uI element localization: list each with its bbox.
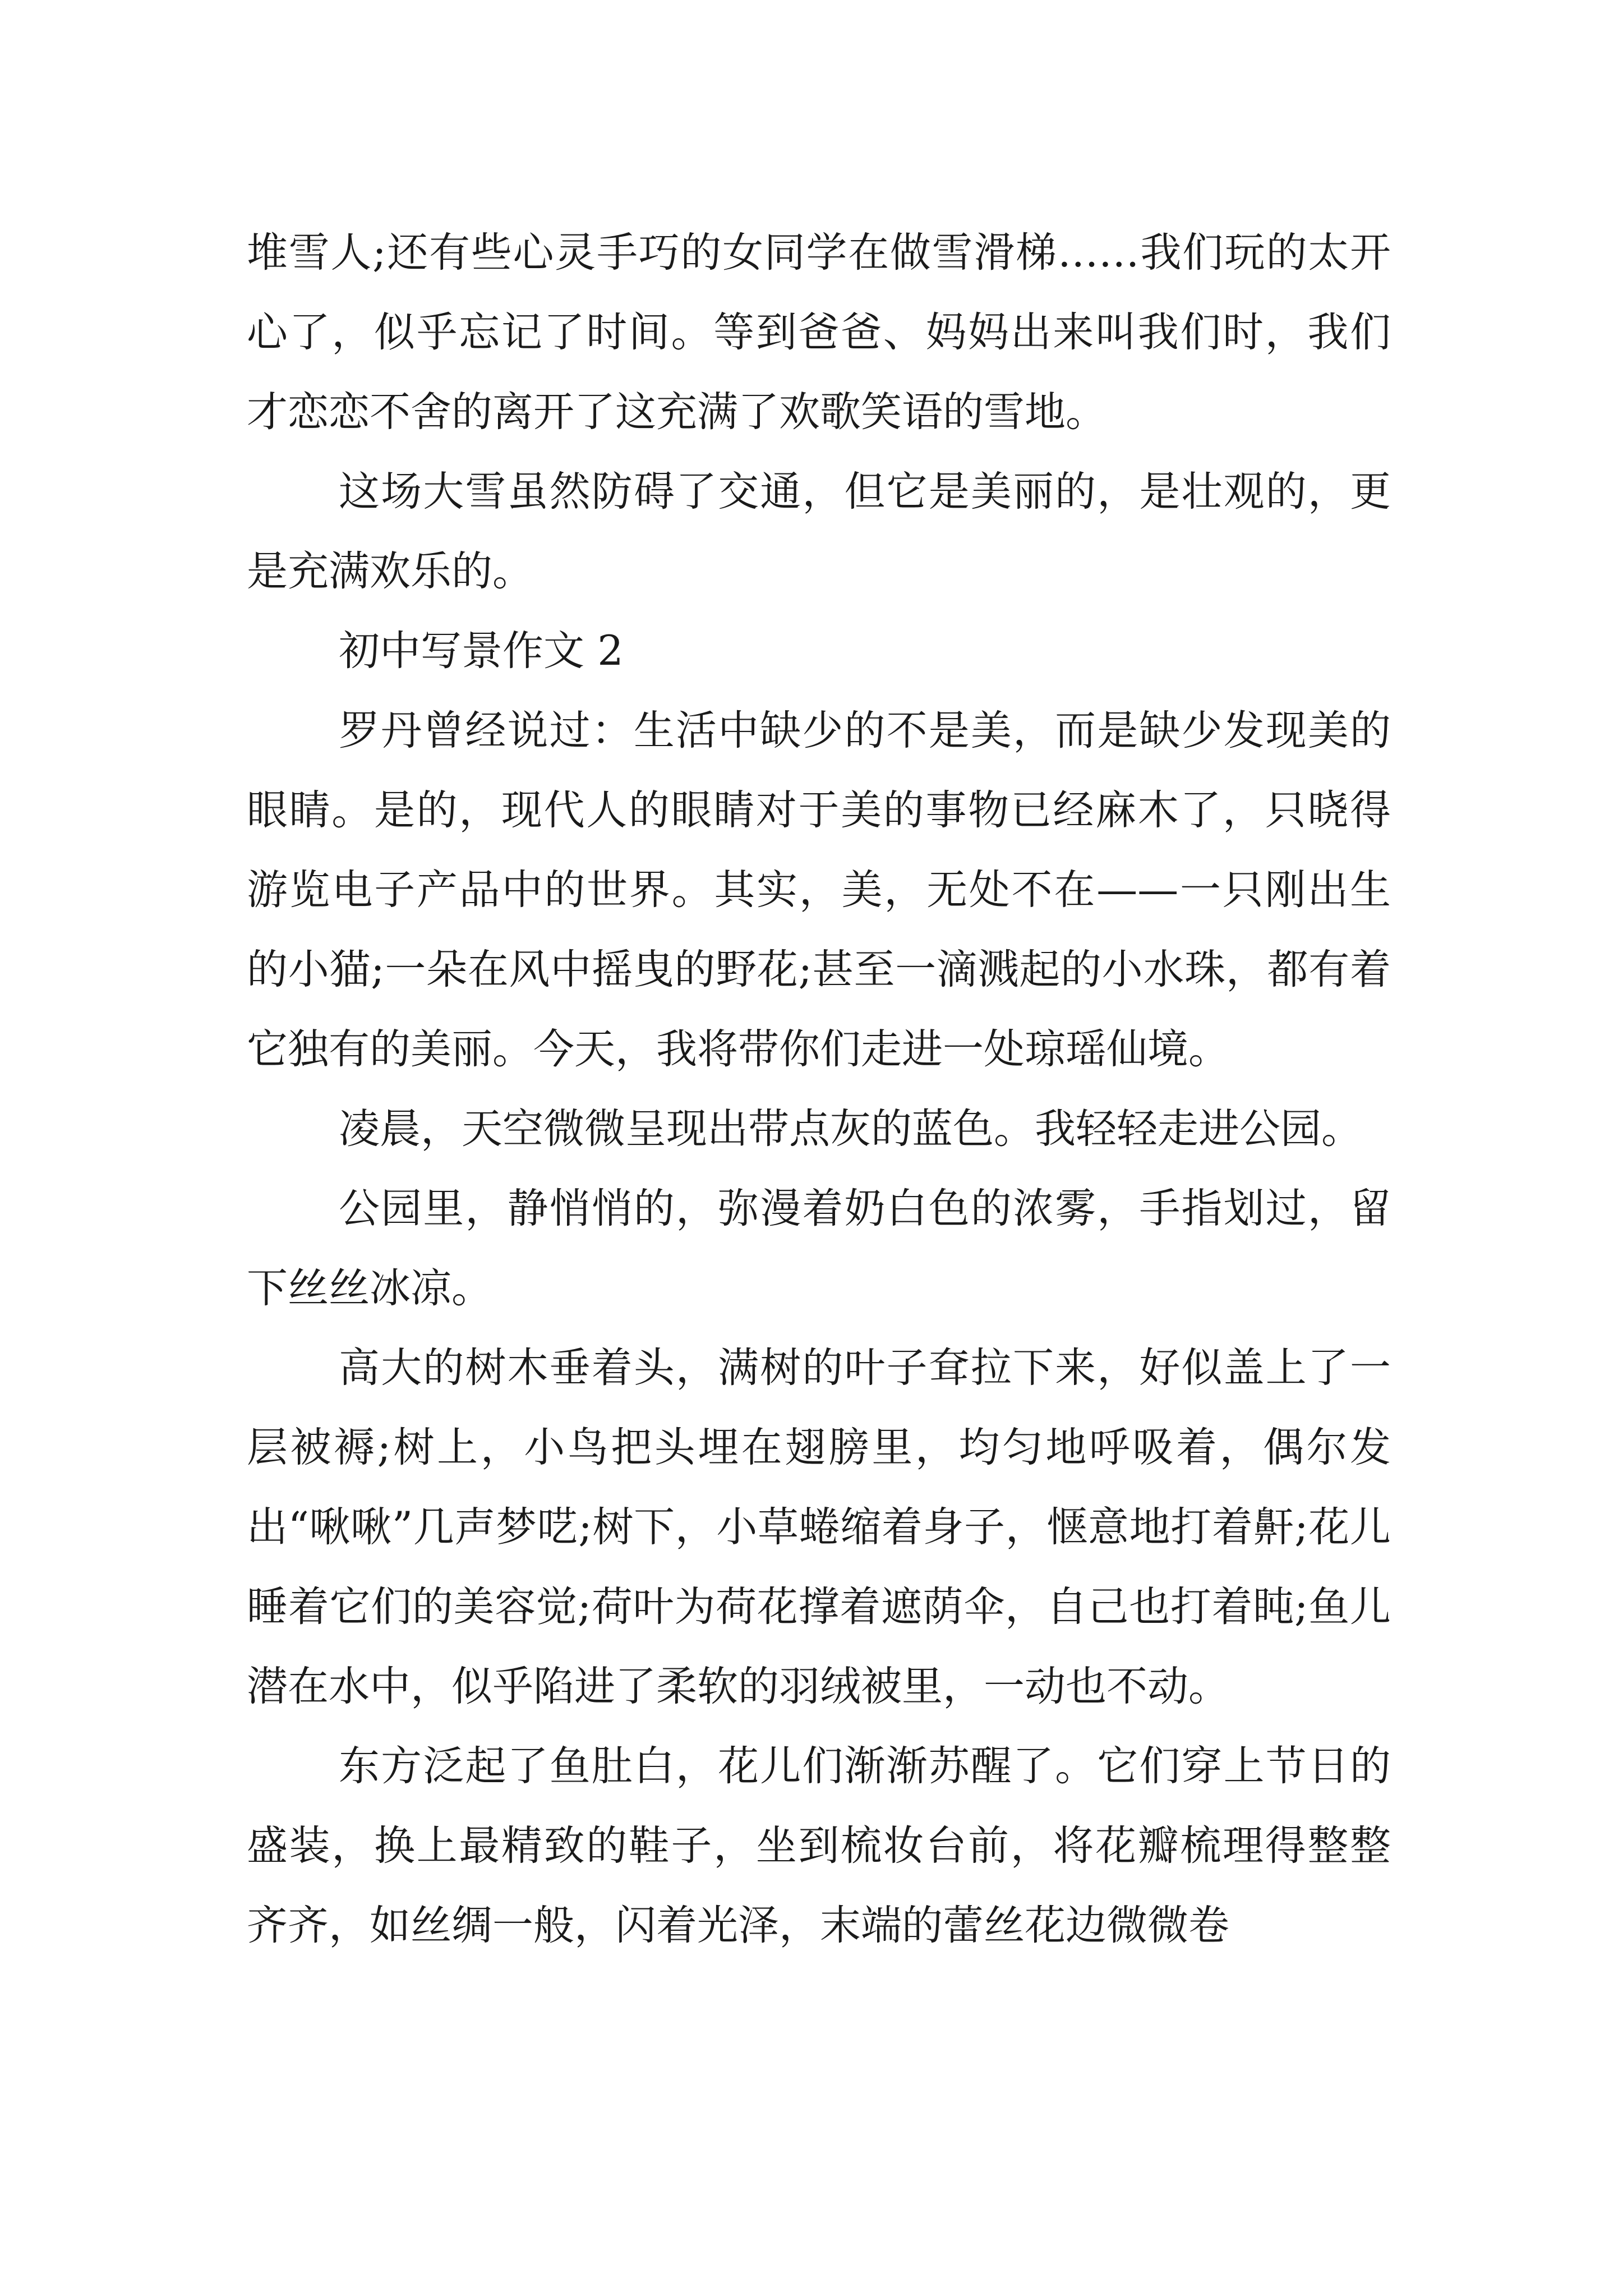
paragraph-flowers: 东方泛起了鱼肚白，花儿们渐渐苏醒了。它们穿上节日的盛装，换上最精致的鞋子，坐到梳妆台前，将花瓣梳理得整整齐齐，如丝绸一般，闪着光泽，末端的蕾丝花边微微卷 (247, 1742, 1391, 1949)
paragraph-dawn: 凌晨，天空微微呈现出带点灰的蓝色。我轻轻走进公园。 (339, 1105, 1362, 1153)
document-body (247, 213, 1391, 1966)
paragraph-park: 公园里，静悄悄的，弥漫着奶白色的浓雾，手指划过，留下丝丝冰凉。 (247, 1185, 1391, 1312)
section-heading: 初中写景作文 2 (339, 627, 624, 675)
paragraph-trees: 高大的树木垂着头，满树的叶子耷拉下来，好似盖上了一层被褥;树上，小鸟把头埋在翅膀里，均匀地呼吸着，偶尔发出“啾啾”几声梦呓;树下，小草蜷缩着身子，惬意地打着鼾;花儿睡着它们的美容觉;荷叶为荷花撑着遮荫伞，自己也打着盹;鱼儿潜在水中，似乎陷进了柔软的羽绒被里，一动也不动。 (247, 1344, 1391, 1710)
paragraph-continuation: 堆雪人;还有些心灵手巧的女同学在做雪滑梯……我们玩的太开心了，似乎忘记了时间。等到爸爸、妈妈出来叫我们时，我们才恋恋不舍的离开了这充满了欢歌笑语的雪地。 (247, 229, 1391, 436)
paragraph-rodin-quote: 罗丹曾经说过：生活中缺少的不是美，而是缺少发现美的眼睛。是的，现代人的眼睛对于美的事物已经麻木了，只晓得游览电子产品中的世界。其实，美，无处不在——一只刚出生的小猫;一朵在风中摇曳的野花;甚至一滴溅起的小水珠，都有着它独有的美丽。今天，我将带你们走进一处琼瑶仙境。 (247, 707, 1391, 1073)
paragraph-snow-conclusion: 这场大雪虽然防碍了交通，但它是美丽的，是壮观的，更是充满欢乐的。 (247, 468, 1391, 595)
